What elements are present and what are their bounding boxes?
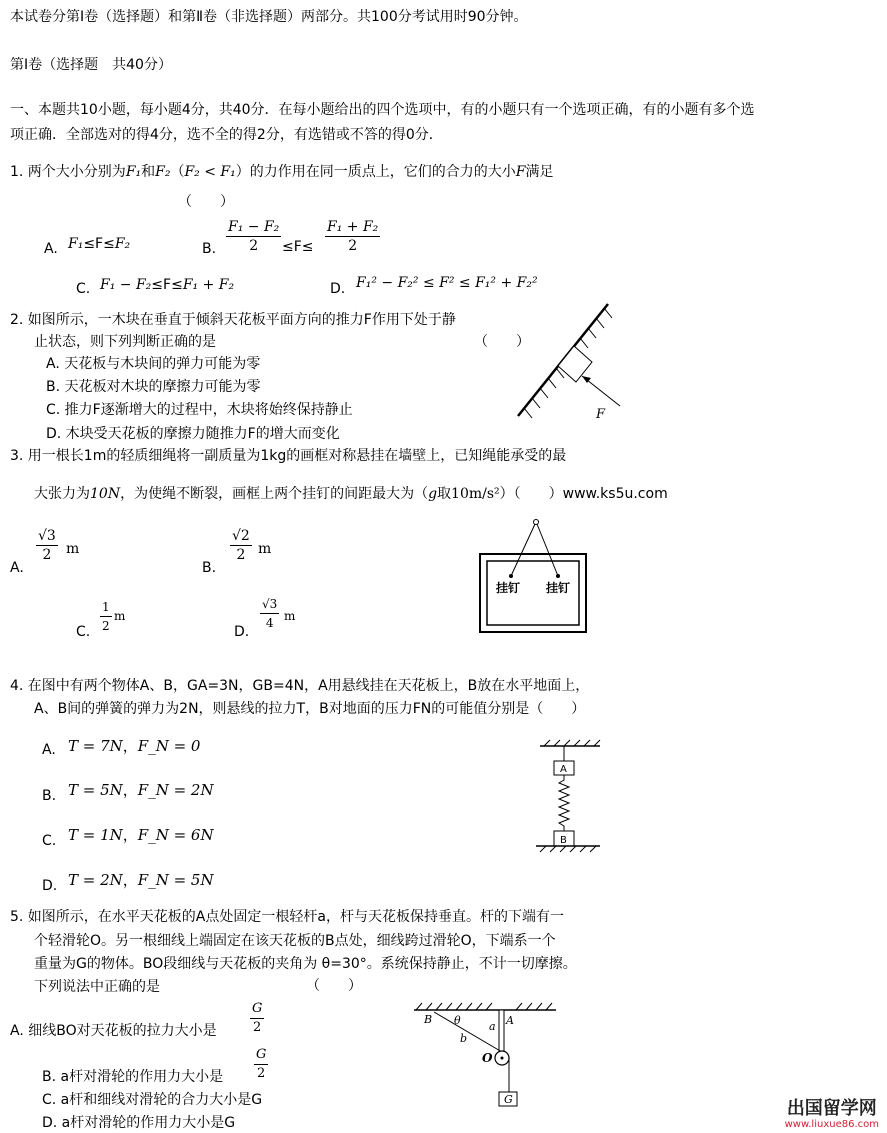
q5-fig-g: G [504, 1093, 513, 1106]
q3-option-b-label: B. [202, 560, 217, 576]
q3-gval: 10m/s² [451, 486, 500, 502]
q4-d-sep: ， [122, 871, 138, 889]
q5-fig-theta: θ [454, 1014, 461, 1027]
q1-b-frac1-num: F₁ − F₂ [228, 219, 280, 235]
q5-fig-a-rod: a [489, 1020, 496, 1033]
q1-c-left: F₁ − F₂ [100, 277, 152, 293]
exam-intro: 本试卷分第Ⅰ卷（选择题）和第Ⅱ卷（非选择题）两部分。共100分考试用时90分钟。 [10, 9, 528, 25]
q4-option-c-label: C. [42, 833, 57, 849]
q1-b-frac2-num: F₁ + F₂ [327, 219, 379, 235]
q3-option-a-label: A. [10, 560, 24, 576]
q4-option-a-label: A. [42, 742, 56, 758]
q2-option-c: C. 推力F逐渐增大的过程中，木块将始终保持静止 [46, 402, 353, 418]
q1-option-b-label: B. [202, 241, 217, 257]
q5-b-frac [254, 1046, 268, 1083]
q1-b-frac1-den: 2 [249, 238, 259, 254]
instructions-line2: 项正确．全部选对的得4分，选不全的得2分，有选错或不答的得0分． [10, 127, 443, 143]
q1-b-frac1 [226, 218, 281, 255]
q1-cond: F₂ < F₁ [184, 164, 236, 180]
q3-line2-mid: ，为使绳不断裂，画框上两个挂钉的间距最大为（ [120, 486, 429, 502]
q5-line3: 重量为G的物体。BO段细线与天花板的夹角为 θ=30°。系统保持静止，不计一切摩擦。 [34, 956, 577, 972]
q1-f2: F₂ [155, 164, 171, 180]
q1-stem-prefix: 1. 两个大小分别为 [10, 164, 126, 180]
q5-b-den: 2 [257, 1066, 266, 1081]
q1-option-d-label: D. [330, 281, 346, 297]
q4-b-f: F_N = 2N [137, 781, 214, 799]
q3-c-num: 1 [100, 598, 112, 617]
q5-fig-o: O [482, 1051, 493, 1065]
q3-line2-suffix: ）（ ）www.ks5u.com [499, 486, 668, 502]
part1-title: 第Ⅰ卷（选择题 共40分） [10, 57, 172, 73]
q4-d-f: F_N = 5N [137, 871, 214, 889]
q3-c-frac [100, 598, 112, 635]
q1-cond-close: ） [235, 164, 250, 180]
q1-option-c [100, 276, 234, 294]
q1-option-a [68, 235, 130, 253]
q5-line4: 下列说法中正确的是 [34, 979, 160, 995]
q2-figure [510, 300, 630, 430]
q2-option-b: B. 天花板对木块的摩擦力可能为零 [46, 379, 261, 395]
q1-option-a-label: A. [44, 241, 58, 257]
instructions-line1: 一、本题共10小题，每小题4分，共40分．在每小题给出的四个选项中，有的小题只有一个选项正确，有的小题有多个选 [10, 102, 755, 118]
q1-stem-end: 满足 [525, 164, 554, 180]
q1-c-mid: ≤F≤ [151, 277, 183, 293]
q2-option-d: D. 木块受天花板的摩擦力随推力F的增大而变化 [46, 426, 340, 442]
q4-line1: 4. 在图中有两个物体A、B，GA=3N，GB=4N，A用悬线挂在天花板上，B放在水平地面上， [10, 678, 590, 694]
watermark-cn: 出国留学网 [786, 1098, 877, 1119]
q3-d-frac [260, 595, 279, 632]
q5-option-b: B. a杆对滑轮的作用力大小是 [42, 1069, 224, 1085]
q3-line2 [34, 485, 668, 503]
q2-paren: （ ） [474, 334, 530, 350]
q5-a-den: 2 [253, 1020, 262, 1035]
watermark [785, 1099, 879, 1131]
q1-a-mid: ≤F≤ [83, 236, 115, 252]
q4-a-sep: ， [122, 737, 138, 755]
q4-fig-a: A [560, 764, 567, 775]
q3-line2-prefix: 大张力为 [34, 486, 90, 502]
q3-b-num: √2 [232, 528, 250, 544]
q4-option-d-label: D. [42, 878, 58, 894]
q5-figure [406, 1000, 566, 1110]
q1-stem-and: 和 [141, 164, 156, 180]
q4-option-b-label: B. [42, 788, 57, 804]
q3-d-den: 4 [265, 616, 274, 630]
q3-fig-nail1: 挂钉 [496, 581, 521, 595]
q1-stem-suffix: 的力作用在同一质点上，它们的合力的大小 [249, 164, 516, 180]
q4-line2: A、B间的弹簧的弹力为2N，则悬线的拉力T，B对地面的压力FN的可能值分别是（ ） [34, 701, 586, 717]
q4-a-f: F_N = 0 [137, 737, 201, 755]
q1-b-frac2-den: 2 [348, 238, 358, 254]
q4-option-b [68, 781, 214, 799]
q2-option-a: A. 天花板与木块间的弹力可能为零 [46, 356, 261, 372]
q1-option-c-label: C. [76, 281, 91, 297]
q1-c-right: F₁ + F₂ [182, 277, 235, 293]
q1-f1: F₁ [125, 164, 142, 180]
q1-option-d: F₁² − F₂² ≤ F² ≤ F₁² + F₂² [356, 275, 538, 291]
q1-a-right: F₂ [114, 236, 131, 252]
q3-b-den: 2 [236, 547, 246, 563]
q1-f: F [515, 164, 526, 180]
q3-b-unit: m [258, 541, 272, 557]
q4-d-t: T = 2N [68, 871, 123, 889]
q3-d-unit: m [284, 609, 296, 623]
q4-option-a [68, 737, 200, 755]
q4-a-t: T = 7N [68, 737, 123, 755]
q5-b-num: G [254, 1046, 268, 1065]
q4-b-sep: ， [122, 781, 138, 799]
q2-fig-label-f: F [596, 407, 606, 422]
q3-g: g [428, 486, 438, 502]
q1-b-frac2 [325, 218, 380, 255]
q1-paren: （ ） [178, 194, 234, 210]
q1-stem [10, 163, 553, 181]
q1-a-left: F₁ [68, 236, 84, 252]
q4-b-t: T = 5N [68, 781, 123, 799]
q2-line2: 止状态，则下列判断正确的是 [34, 334, 216, 350]
q4-fig-b: B [560, 835, 567, 846]
q5-fig-b-line: b [460, 1032, 468, 1045]
q3-take: 取 [437, 486, 452, 502]
watermark-url: www.liuxue86.com [784, 1119, 879, 1130]
q1-cond-open: （ [170, 164, 185, 180]
q4-option-c [68, 826, 214, 844]
q5-a-frac [250, 1000, 264, 1037]
q4-option-d [68, 871, 214, 889]
q4-figure [530, 738, 610, 858]
q3-a-num: √3 [38, 528, 56, 544]
q3-fig-nail2: 挂钉 [546, 581, 571, 595]
q5-paren: （ ） [306, 978, 362, 994]
q3-a-den: 2 [42, 547, 52, 563]
q5-line1: 5. 如图所示，在水平天花板的A点处固定一根轻杆a，杆与天花板保持垂直。杆的下端有一 [10, 909, 564, 925]
q5-option-c: C. a杆和细线对滑轮的合力大小是G [42, 1092, 263, 1108]
q1-b-mid: ≤F≤ [282, 239, 314, 255]
q5-option-a: A. 细线BO对天花板的拉力大小是 [10, 1023, 217, 1039]
q3-d-num: √3 [260, 595, 279, 614]
q3-option-d-label: D. [234, 624, 250, 640]
q5-a-num: G [250, 1000, 264, 1019]
q3-tension: 10N [90, 486, 121, 502]
q4-c-sep: ， [122, 826, 138, 844]
q2-line1: 2. 如图所示，一木块在垂直于倾斜天花板平面方向的推力F作用下处于静 [10, 312, 456, 328]
q4-c-f: F_N = 6N [137, 826, 214, 844]
q5-line2: 个轻滑轮O。另一根细线上端固定在该天花板的B点处，细线跨过滑轮O，下端系一个 [34, 933, 556, 949]
q5-fig-a-point: A [506, 1014, 514, 1027]
q3-figure [478, 518, 598, 636]
q5-option-d: D. a杆对滑轮的作用力大小是G [42, 1115, 236, 1131]
q3-b-frac [230, 527, 252, 564]
q3-a-unit: m [66, 541, 80, 557]
q3-option-c-label: C. [76, 624, 91, 640]
q3-line1: 3. 用一根长1m的轻质细绳将一副质量为1kg的画框对称悬挂在墙壁上，已知绳能承受的最 [10, 448, 567, 464]
q3-a-frac [36, 527, 58, 564]
q4-c-t: T = 1N [68, 826, 123, 844]
q3-c-unit: m [114, 609, 126, 623]
q3-c-den: 2 [102, 619, 110, 633]
q5-fig-b-point: B [424, 1013, 433, 1026]
